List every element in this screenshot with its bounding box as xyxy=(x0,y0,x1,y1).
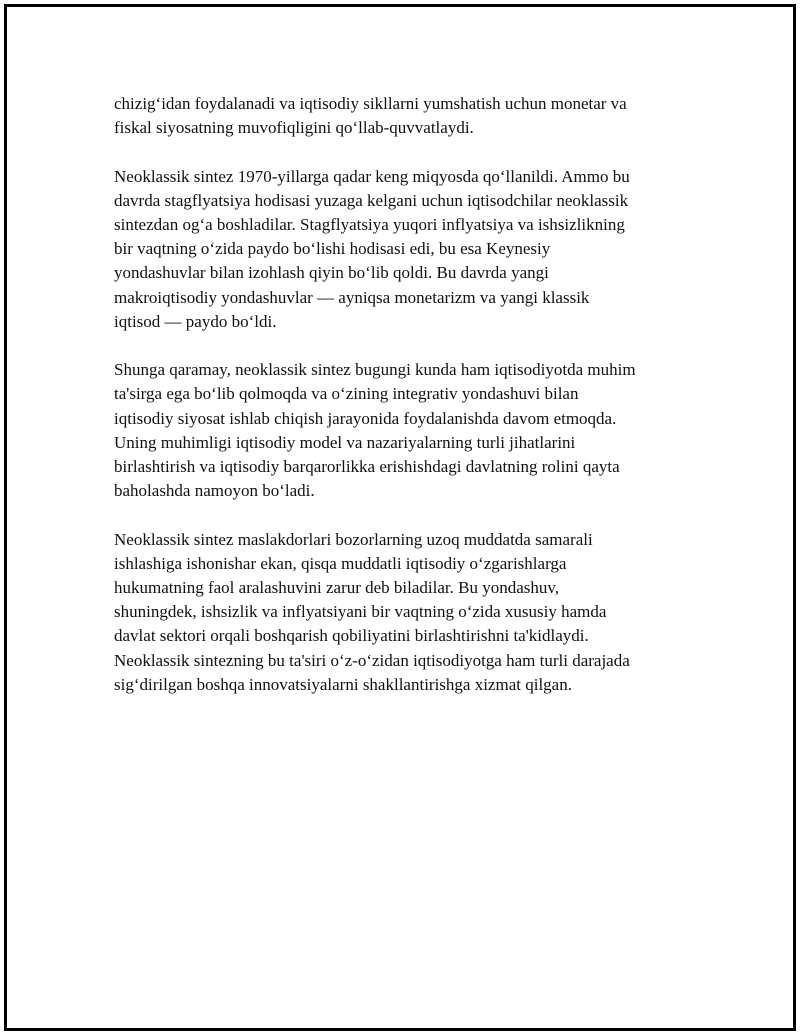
paragraph: Shunga qaramay, neoklassik sintez bugungi kunda ham iqtisodiyotda muhim ta'sirga ega bo‘lib qolmoqda va o‘zining integrativ yondashuvi bilan iqtisodiy siyosat ishlab chiqish jarayonida foydalanishda davom etmoqda. Uning muhimligi iqtisodiy model va nazariyalarning turli jihatlarini birlashtirish va iqtisodiy barqarorlikka erishishdagi davlatning rolini qayta baholashda namoyon bo‘ladi. xyxy=(114,360,636,501)
paragraph: Neoklassik sintez 1970-yillarga qadar keng miqyosda qo‘llanildi. Ammo bu davrda stagflyatsiya hodisasi yuzaga kelgani uchun iqtisodchilar neoklassik sintezdan og‘a boshladilar. Stagflyatsiya yuqori inflyatsiya va ishsizlikning bir vaqtning o‘zida paydo bo‘lishi hodisasi edi, bu esa Keynesiy yondashuvlar bilan izohlash qiyin bo‘lib qoldi. Bu davrda yangi makroiqtisodiy yondashuvlar — ayniqsa monetarizm va yangi klassik iqtisod — paydo bo‘ldi. xyxy=(114,166,630,331)
document-body xyxy=(114,92,694,721)
paragraph: chizig‘idan foydalanadi va iqtisodiy sikllarni yumshatish uchun monetar va fiskal siyosatning muvofiqligini qo‘llab-quvvatlaydi. xyxy=(114,94,627,138)
paragraph: Neoklassik sintez maslakdorlari bozorlarning uzoq muddatda samarali ishlashiga ishonishar ekan, qisqa muddatli iqtisodiy o‘zgarishlarga hukumatning faol aralashuvini zarur deb biladilar. Bu yondashuv, shuningdek, ishsizlik va inflyatsiyani bir vaqtning o‘zida xususiy hamda davlat sektori orqali boshqarish qobiliyatini birlashtirishni ta'kidlaydi. Neoklassik sintezning bu ta'siri o‘z-o‘zidan iqtisodiyotga ham turli darajada sig‘dirilgan boshqa innovatsiyalarni shakllantirishga xizmat qilgan. xyxy=(114,529,630,694)
